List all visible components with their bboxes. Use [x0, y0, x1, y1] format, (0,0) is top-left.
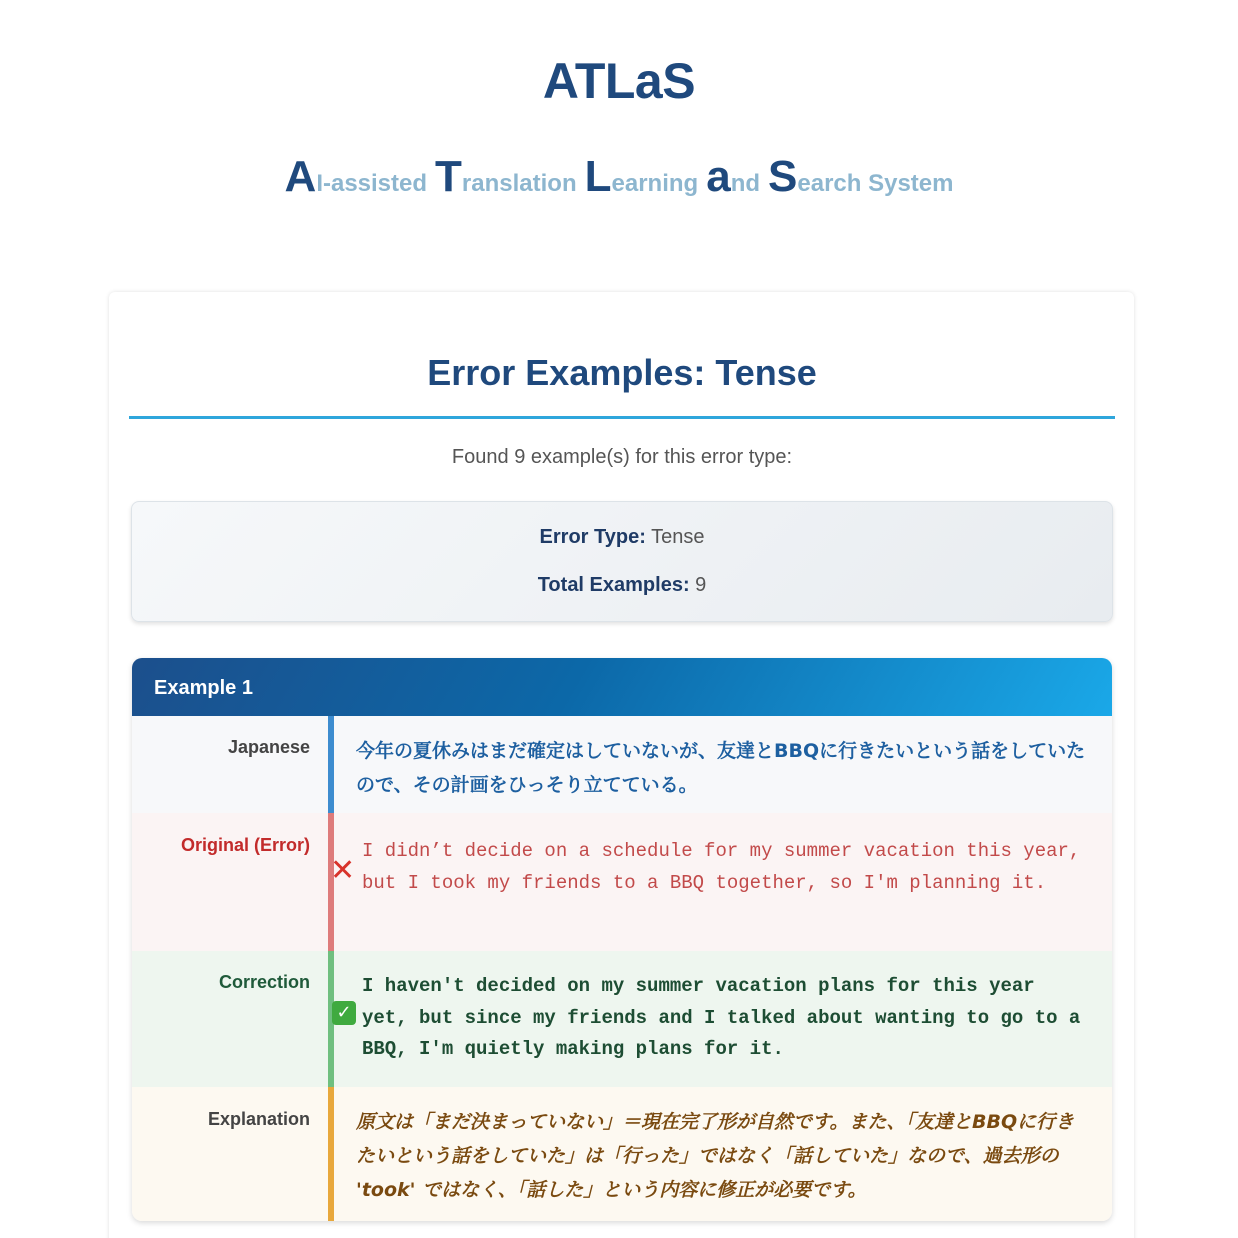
original-label: Original (Error) — [180, 835, 310, 855]
subtitle-rest: earning — [611, 170, 699, 197]
check-mark-icon: ✓ — [332, 1001, 356, 1025]
summary-total — [132, 574, 1112, 597]
error-type-label: Error Type: — [539, 526, 646, 548]
results-count-text: Found 9 example(s) for this error type: — [451, 446, 793, 468]
original-text: I didn’t decide on a schedule for my summer vacation this year, but I took my friends to a BBQ together, so I'm planning it. — [362, 840, 1081, 894]
app-subtitle — [0, 152, 1238, 202]
original-row — [132, 813, 1112, 951]
subtitle-rest: I-assisted — [316, 170, 428, 197]
page-title: Error Examples: Tense — [427, 352, 817, 393]
subtitle-cap: L — [584, 152, 612, 201]
japanese-text: 今年の夏休みはまだ確定はしていないが、友達とBBQに行きたいという話をしていたので、その計画をひっそり立てている。 — [356, 740, 1086, 796]
subtitle-cap: a — [706, 152, 731, 201]
subtitle-rest: earch System — [797, 170, 954, 197]
subtitle-cap: S — [768, 152, 798, 201]
japanese-row — [132, 716, 1112, 813]
app-title: ATLaS — [542, 53, 696, 109]
error-type-value: Tense — [651, 526, 705, 548]
correction-row — [132, 951, 1112, 1087]
explanation-label: Explanation — [207, 1109, 310, 1129]
japanese-label: Japanese — [227, 737, 310, 757]
example-card — [132, 658, 1112, 1221]
correction-text: I haven't decided on my summer vacation plans for this year yet, but since my friends and I talked about wanting to go to a BBQ, I'm quietly making plans for it. — [362, 975, 1081, 1060]
total-examples-label: Total Examples: — [537, 574, 690, 596]
explanation-row — [132, 1087, 1112, 1221]
subtitle-cap: A — [284, 152, 317, 201]
summary-box — [131, 501, 1113, 622]
title-divider — [129, 416, 1115, 419]
correction-label: Correction — [218, 972, 310, 992]
total-examples-value: 9 — [695, 574, 707, 596]
example-header: Example 1 — [132, 658, 1112, 716]
subtitle-rest: nd — [730, 170, 761, 197]
summary-error-type — [132, 526, 1112, 549]
explanation-text: 原文は「まだ決まっていない」＝現在完了形が自然です。また、「友達とBBQに行きたいという話をしていた」は「行った」ではなく「話していた」なので、過去形の 'took' ではなく、「話した」という内容に修正が必要です。 — [356, 1111, 1075, 1201]
subtitle-rest: ranslation — [461, 170, 577, 197]
cross-mark-icon: ✕ — [330, 853, 356, 888]
subtitle-cap: T — [435, 152, 462, 201]
